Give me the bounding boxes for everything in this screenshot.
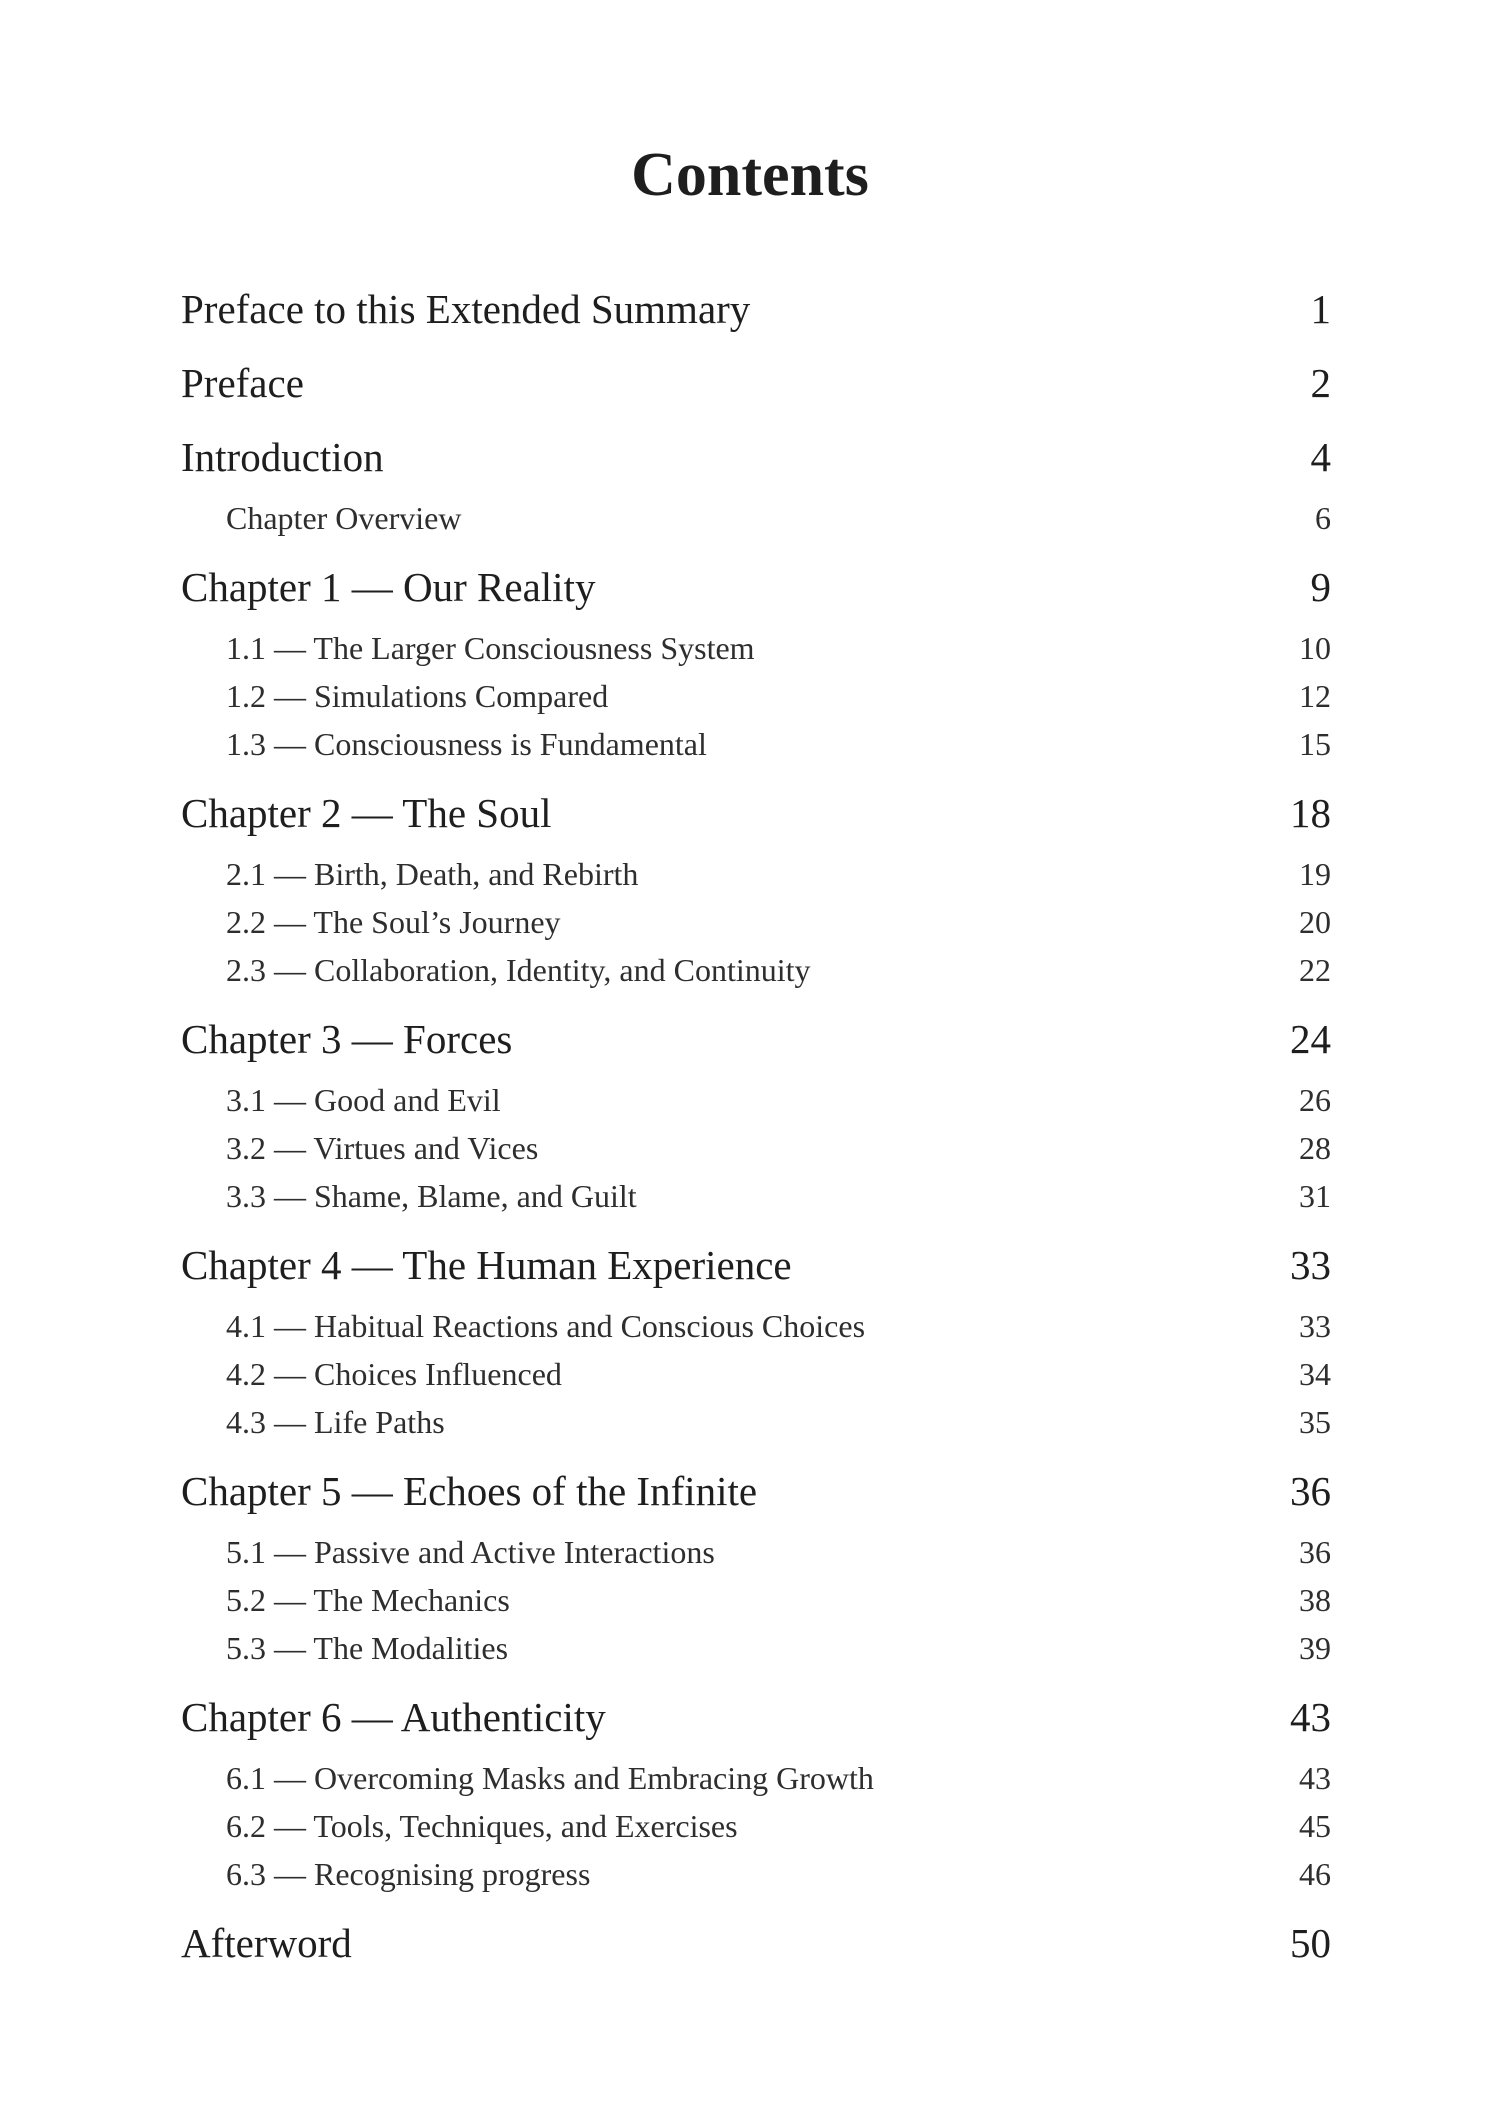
toc-chapter-entry[interactable] — [181, 1680, 1331, 1754]
toc-page-number: 1 — [1310, 286, 1331, 332]
toc-page-number: 46 — [1299, 1856, 1331, 1892]
toc-section-title: 1.2 — Simulations Compared — [226, 678, 609, 714]
toc-section-entry[interactable] — [181, 1576, 1331, 1624]
toc-page-number: 31 — [1299, 1178, 1331, 1214]
toc-chapter-title: Chapter 5 — Echoes of the Infinite — [181, 1468, 758, 1514]
toc-chapter-title: Chapter 2 — The Soul — [181, 790, 552, 836]
toc-page-number: 39 — [1299, 1630, 1331, 1666]
toc-chapter-title: Chapter 1 — Our Reality — [181, 564, 596, 610]
toc-section-title: 5.3 — The Modalities — [226, 1630, 509, 1666]
toc-section-entry[interactable] — [181, 624, 1331, 672]
toc-page-number: 35 — [1299, 1404, 1331, 1440]
toc-section-title: 2.1 — Birth, Death, and Rebirth — [226, 856, 639, 892]
toc-page-number: 6 — [1315, 500, 1331, 536]
toc-section-entry[interactable] — [181, 1754, 1331, 1802]
toc-section-entry[interactable] — [181, 1802, 1331, 1850]
toc-page-number: 24 — [1290, 1016, 1331, 1062]
toc-section-title: 5.1 — Passive and Active Interactions — [226, 1534, 715, 1570]
toc-chapter-entry[interactable] — [181, 1454, 1331, 1528]
toc-section-entry[interactable] — [181, 672, 1331, 720]
toc-section-title: 1.1 — The Larger Consciousness System — [226, 630, 755, 666]
toc-section-title: 2.3 — Collaboration, Identity, and Continuity — [226, 952, 811, 988]
toc-page-number: 34 — [1299, 1356, 1331, 1392]
toc-section-entry[interactable] — [181, 1398, 1331, 1446]
toc-page-number: 2 — [1310, 360, 1331, 406]
toc-chapter-title: Chapter 4 — The Human Experience — [181, 1242, 792, 1288]
toc-section-entry[interactable] — [181, 850, 1331, 898]
toc-page-number: 18 — [1290, 790, 1331, 836]
toc-chapter-title: Preface — [181, 360, 304, 406]
toc-chapter-entry[interactable] — [181, 1002, 1331, 1076]
toc-page-number: 15 — [1299, 726, 1331, 762]
toc-chapter-entry[interactable] — [181, 550, 1331, 624]
toc-section-entry[interactable] — [181, 1528, 1331, 1576]
toc-page-number: 36 — [1299, 1534, 1331, 1570]
toc-page-number: 19 — [1299, 856, 1331, 892]
toc-section-entry[interactable] — [181, 1076, 1331, 1124]
toc-page-number: 9 — [1310, 564, 1331, 610]
toc-page-number: 26 — [1299, 1082, 1331, 1118]
toc-chapter-entry[interactable] — [181, 776, 1331, 850]
toc-section-title: 6.2 — Tools, Techniques, and Exercises — [226, 1808, 738, 1844]
toc-page-number: 36 — [1290, 1468, 1331, 1514]
toc-section-entry[interactable] — [181, 898, 1331, 946]
toc-page-number: 33 — [1299, 1308, 1331, 1344]
toc-section-title: 3.2 — Virtues and Vices — [226, 1130, 539, 1166]
toc-chapter-title: Chapter 3 — Forces — [181, 1016, 513, 1062]
toc-page-number: 50 — [1290, 1920, 1331, 1966]
toc-chapter-title: Introduction — [181, 434, 384, 480]
toc-page-number: 20 — [1299, 904, 1331, 940]
toc-section-title: 2.2 — The Soul’s Journey — [226, 904, 561, 940]
toc-section-entry[interactable] — [181, 1124, 1331, 1172]
toc-section-entry[interactable] — [181, 946, 1331, 994]
toc-section-title: 4.3 — Life Paths — [226, 1404, 445, 1440]
toc-section-entry[interactable] — [181, 494, 1331, 542]
toc-chapter-entry[interactable] — [181, 346, 1331, 420]
toc-section-title: 1.3 — Consciousness is Fundamental — [226, 726, 707, 762]
page-title: Contents — [631, 141, 869, 209]
toc-chapter-title: Chapter 6 — Authenticity — [181, 1694, 606, 1740]
toc-page-number: 10 — [1299, 630, 1331, 666]
toc-page-number: 45 — [1299, 1808, 1331, 1844]
toc-section-entry[interactable] — [181, 1624, 1331, 1672]
toc-section-entry[interactable] — [181, 720, 1331, 768]
toc-section-title: 3.3 — Shame, Blame, and Guilt — [226, 1178, 637, 1214]
toc-page-number: 22 — [1299, 952, 1331, 988]
toc-page-number: 4 — [1310, 434, 1331, 480]
toc-chapter-entry[interactable] — [181, 1906, 1331, 1980]
toc-section-title: 4.2 — Choices Influenced — [226, 1356, 562, 1392]
toc-section-title: 6.1 — Overcoming Masks and Embracing Growth — [226, 1760, 874, 1796]
toc-chapter-title: Preface to this Extended Summary — [181, 286, 751, 332]
toc-section-entry[interactable] — [181, 1850, 1331, 1898]
toc-section-title: 5.2 — The Mechanics — [226, 1582, 510, 1618]
toc-page-number: 43 — [1299, 1760, 1331, 1796]
toc-section-entry[interactable] — [181, 1172, 1331, 1220]
toc-page-number: 33 — [1290, 1242, 1331, 1288]
toc-section-entry[interactable] — [181, 1350, 1331, 1398]
toc-section-title: 6.3 — Recognising progress — [226, 1856, 591, 1892]
toc-page-number: 43 — [1290, 1694, 1331, 1740]
toc-chapter-entry[interactable] — [181, 1228, 1331, 1302]
toc-page-number: 12 — [1299, 678, 1331, 714]
toc-section-entry[interactable] — [181, 1302, 1331, 1350]
table-of-contents — [181, 272, 1331, 1980]
toc-section-title: 3.1 — Good and Evil — [226, 1082, 501, 1118]
toc-section-title: 4.1 — Habitual Reactions and Conscious Choices — [226, 1308, 866, 1344]
toc-chapter-entry[interactable] — [181, 420, 1331, 494]
toc-page-number: 28 — [1299, 1130, 1331, 1166]
toc-page-number: 38 — [1299, 1582, 1331, 1618]
toc-chapter-entry[interactable] — [181, 272, 1331, 346]
toc-section-title: Chapter Overview — [226, 500, 462, 536]
toc-chapter-title: Afterword — [181, 1920, 352, 1966]
